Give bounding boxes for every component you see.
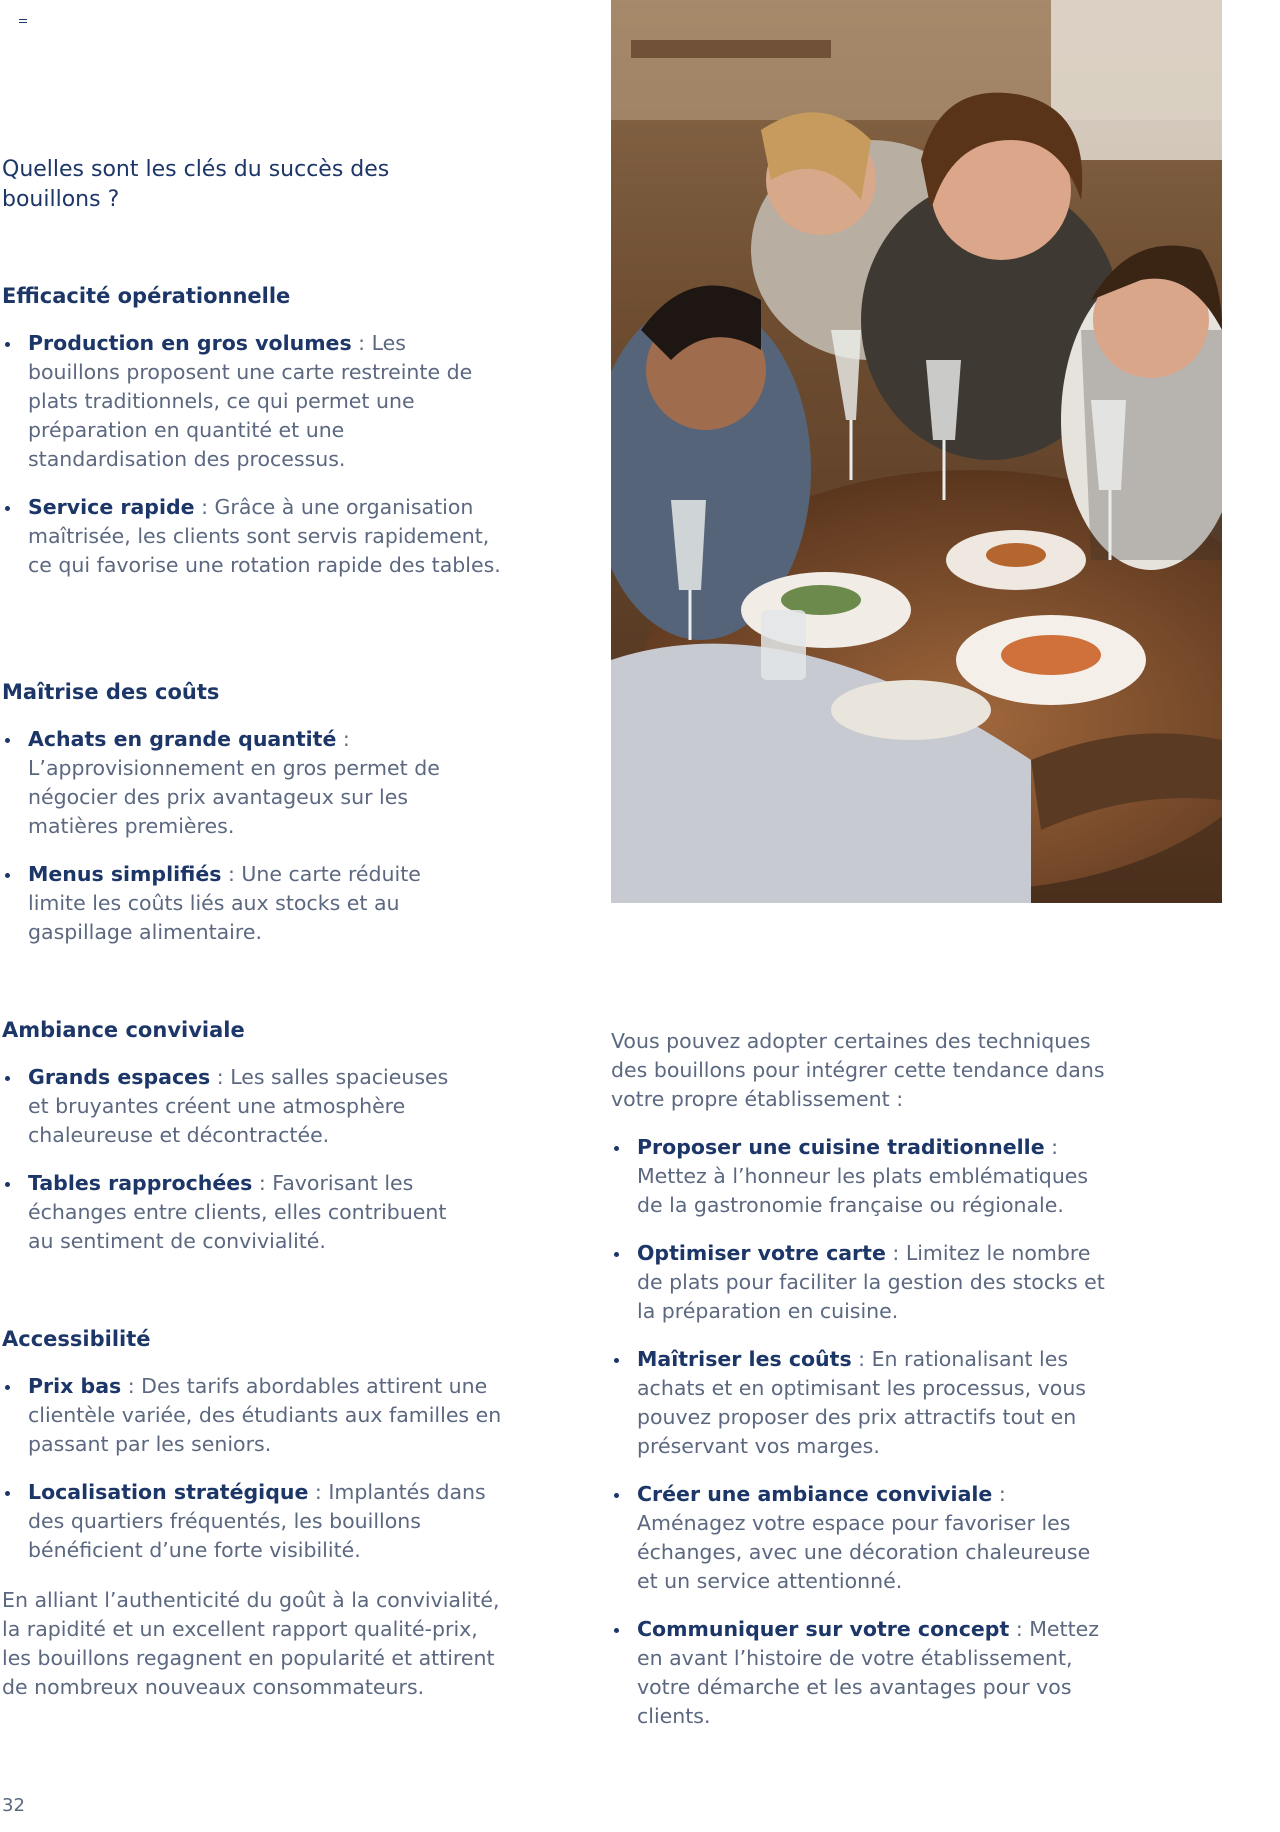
heading-costs: Maîtrise des coûts — [2, 680, 220, 704]
item-text: : En rationalisant les achats et en optimisant les processus, vous pouvez proposer des prix attractifs tout en préservant vos marges. — [637, 1347, 1086, 1458]
list-accessibility — [2, 1372, 502, 1584]
item-bold: Proposer une cuisine traditionnelle — [637, 1135, 1045, 1159]
item-text: : Favorisant les échanges entre clients, elles contribuent au sentiment de convivialité. — [28, 1171, 447, 1253]
list-item — [2, 860, 472, 947]
item-text: : Une carte réduite limite les coûts liés aux stocks et au gaspillage alimentaire. — [28, 862, 421, 944]
item-text: : Aménagez votre espace pour favoriser les échanges, avec une décoration chaleureuse et un service attentionné. — [637, 1482, 1091, 1593]
heading-ambiance: Ambiance conviviale — [2, 1018, 245, 1042]
item-text: : Des tarifs abordables attirent une clientèle variée, des étudiants aux familles en passant par les seniors. — [28, 1374, 502, 1456]
item-bold: Production en gros volumes — [28, 331, 352, 355]
list-item — [2, 725, 472, 841]
item-bold: Communiquer sur votre concept — [637, 1617, 1010, 1641]
page-number: 32 — [2, 1795, 25, 1816]
item-bold: Service rapide — [28, 495, 195, 519]
item-bold: Achats en grande quantité — [28, 727, 337, 751]
item-text: : Mettez à l’honneur les plats emblématiques de la gastronomie française ou régionale. — [637, 1135, 1089, 1217]
list-item — [611, 1239, 1111, 1326]
conclusion-paragraph: En alliant l’authenticité du goût à la convivialité, la rapidité et un excellent rapport qualité-prix, les bouillons regagnent en popularité et attirent de nombreux nouveaux consommateurs. — [2, 1588, 500, 1699]
item-text: : Limitez le nombre de plats pour faciliter la gestion des stocks et la préparation en cuisine. — [637, 1241, 1105, 1323]
list-item — [611, 1345, 1111, 1461]
list-item — [2, 1478, 502, 1565]
list-item — [2, 493, 502, 580]
page-title: Quelles sont les clés du succès des bouillons ? — [2, 157, 390, 212]
item-text: : Les bouillons proposent une carte restreinte de plats traditionnels, ce qui permet une préparation en quantité et une standardisation des processus. — [28, 331, 473, 471]
item-bold: Maîtriser les coûts — [637, 1347, 852, 1371]
restaurant-photo — [611, 0, 1222, 903]
item-bold: Localisation stratégique — [28, 1480, 309, 1504]
item-bold: Prix bas — [28, 1374, 122, 1398]
item-bold: Tables rapprochées — [28, 1171, 253, 1195]
menu-icon[interactable] — [19, 19, 27, 26]
list-recommendations — [611, 1133, 1111, 1750]
item-text: : Implantés dans des quartiers fréquentés, les bouillons bénéficient d’une forte visibilité. — [28, 1480, 486, 1562]
item-bold: Grands espaces — [28, 1065, 211, 1089]
heading-operational: Efficacité opérationnelle — [2, 284, 291, 308]
item-text: : Les salles spacieuses et bruyantes créent une atmosphère chaleureuse et décontractée. — [28, 1065, 449, 1147]
list-item — [611, 1480, 1111, 1596]
list-costs — [2, 725, 472, 966]
intro-paragraph: Vous pouvez adopter certaines des techniques des bouillons pour intégrer cette tendance dans votre propre établissement : — [611, 1029, 1105, 1111]
photo-illustration — [611, 0, 1222, 903]
list-operational — [2, 329, 502, 599]
list-item — [2, 1372, 502, 1459]
item-text: : L’approvisionnement en gros permet de négocier des prix avantageux sur les matières premières. — [28, 727, 440, 838]
item-bold: Menus simplifiés — [28, 862, 222, 886]
list-ambiance — [2, 1063, 472, 1275]
item-bold: Créer une ambiance conviviale — [637, 1482, 993, 1506]
item-bold: Optimiser votre carte — [637, 1241, 886, 1265]
item-text: : Mettez en avant l’histoire de votre établissement, votre démarche et les avantages pour vos clients. — [637, 1617, 1099, 1728]
heading-accessibility: Accessibilité — [2, 1327, 151, 1351]
list-item — [2, 1063, 472, 1150]
list-item — [2, 1169, 472, 1256]
list-item — [2, 329, 502, 474]
item-text: : Grâce à une organisation maîtrisée, les clients sont servis rapidement, ce qui favorise une rotation rapide des tables. — [28, 495, 501, 577]
list-item — [611, 1615, 1111, 1731]
list-item — [611, 1133, 1111, 1220]
